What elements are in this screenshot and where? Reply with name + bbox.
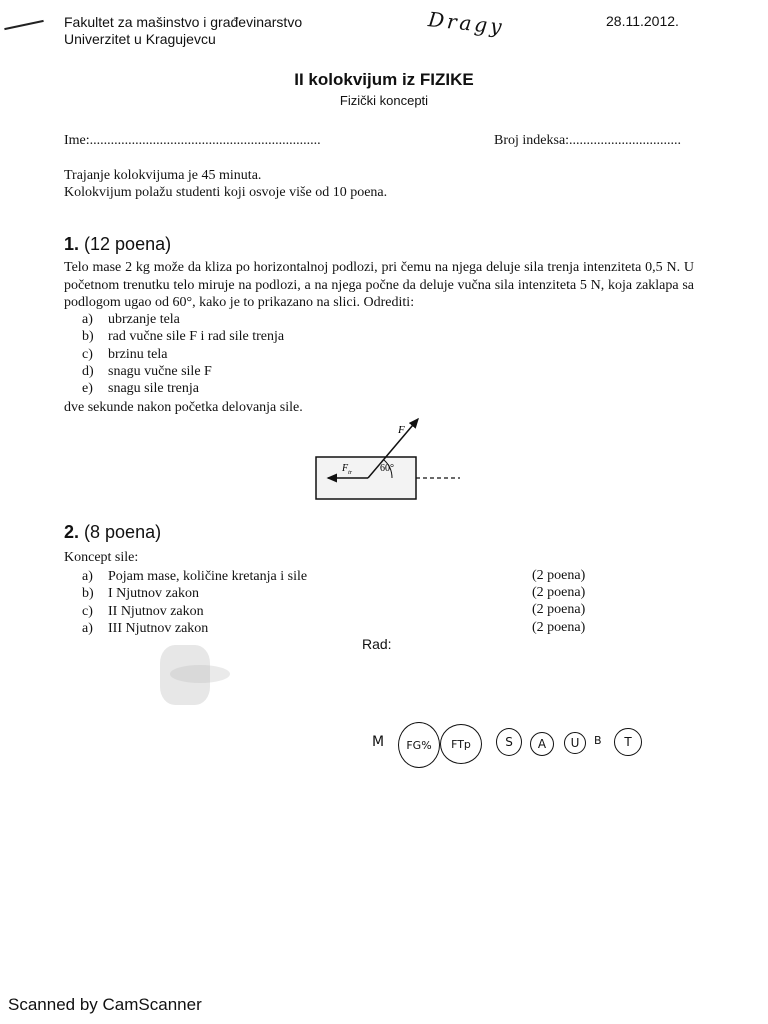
handwritten-note: Dragy <box>426 7 506 39</box>
list-item: a) III Njutnov zakon <box>82 620 209 636</box>
force-diagram <box>300 415 470 505</box>
list-item: b) rad vučne sile F i rad sile trenja <box>82 329 285 345</box>
scanner-watermark: Scanned by CamScanner <box>8 995 202 1014</box>
question-1-heading <box>64 234 171 255</box>
handwritten-circle-t: T <box>614 728 642 756</box>
friction-label: $F_{tr}$ <box>342 463 353 476</box>
exam-info <box>64 167 387 201</box>
scan-artifact <box>170 665 230 683</box>
handwritten-circle-a: A <box>530 732 554 756</box>
question-2-points: (8 poena) <box>84 522 162 542</box>
question-1-number: 1. <box>64 234 80 254</box>
faculty-header <box>64 14 302 48</box>
points-label: (2 poena) <box>532 620 586 635</box>
question-1-points: (12 poena) <box>84 234 172 254</box>
name-field: Ime:.................................................................. <box>64 133 321 148</box>
question-2-number: 2. <box>64 522 80 542</box>
question-1-list <box>82 311 284 397</box>
list-item: c) brzinu tela <box>82 346 168 362</box>
handwritten-circle-ftp: FTp <box>440 724 482 764</box>
list-item: c) II Njutnov zakon <box>82 603 204 619</box>
exam-date: 28.11.2012. <box>606 13 679 29</box>
page-subtitle: Fizički koncepti <box>339 93 429 108</box>
handwritten-b: B <box>594 734 602 747</box>
question-2-intro: Koncept sile: <box>64 550 139 565</box>
points-label: (2 poena) <box>532 585 586 600</box>
pass-condition-text: Kolokvijum polažu studenti koji osvoje više od 10 poena. <box>64 185 388 200</box>
handwritten-circle-u: U <box>564 732 586 754</box>
points-label: (2 poena) <box>532 568 586 583</box>
list-item: e) snagu sile trenja <box>82 381 199 397</box>
list-item: a) ubrzanje tela <box>82 312 180 327</box>
list-item: a) Pojam mase, količine kretanja i sile <box>82 569 308 584</box>
index-field: Broj indeksa:................................ <box>494 133 682 148</box>
duration-text: Trajanje kolokvijuma je 45 minuta. <box>64 168 262 183</box>
question-1-text: Telo mase 2 kg može da kliza po horizontalnoj podlozi, pri čemu na njega deluje sila trenja intenziteta 0,5 N. U početnom trenutku telo miruje na podlozi, a na njega počne da deluje vučna sila intenziteta 5 N, koja zaklapa sa podlogom ugao od 60°, kako je to prikazano na slici. Odrediti: <box>64 260 694 310</box>
university-name: Univerzitet u Kragujevcu <box>64 31 216 47</box>
list-item: b) I Njutnov zakon <box>82 586 199 602</box>
work-label: Rad: <box>362 636 392 652</box>
force-label: F <box>398 424 405 436</box>
angle-label: 60° <box>380 463 394 474</box>
page-title: II kolokvijum iz FIZIKE <box>294 70 474 89</box>
question-2-heading <box>64 522 161 543</box>
list-item: d) snagu vučne sile F <box>82 363 212 379</box>
handwritten-circle-s: S <box>496 728 522 756</box>
question-1-ending: dve sekunde nakon početka delovanja sile. <box>64 400 303 415</box>
points-label: (2 poena) <box>532 602 586 617</box>
faculty-name: Fakultet za mašinstvo i građevinarstvo <box>64 14 303 30</box>
handwritten-circle-fg: FG% <box>398 722 440 768</box>
handwritten-m: M <box>372 734 385 750</box>
pen-mark <box>4 20 44 30</box>
question-2-list <box>82 568 307 637</box>
